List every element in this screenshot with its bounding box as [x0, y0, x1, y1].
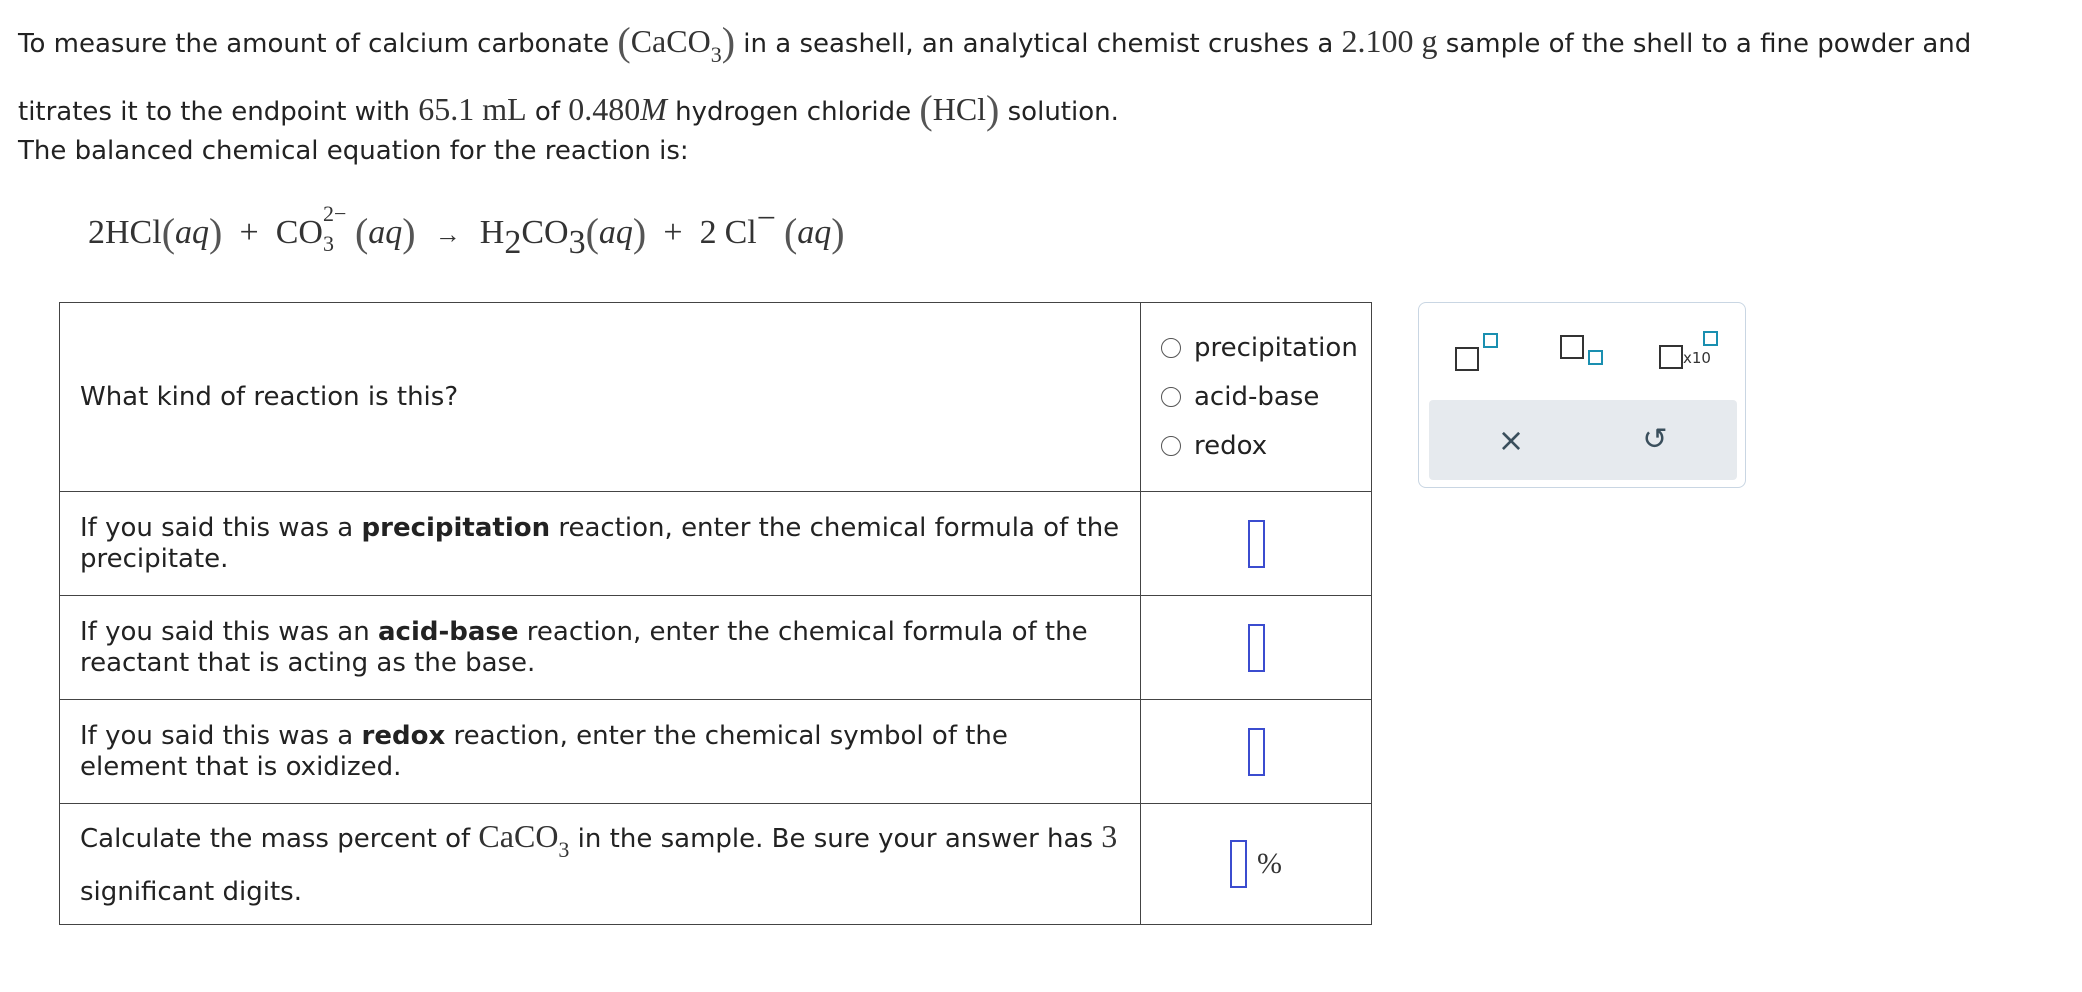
mass-percent-input[interactable] [1230, 840, 1247, 888]
box-icon [1560, 335, 1584, 359]
question-oxidized: If you said this was a redox reaction, enter the chemical symbol of the element that is oxidized. [60, 700, 1141, 804]
intro-text: in a seashell, an analytical chemist crushes a [735, 29, 1342, 59]
math-toolbox [1418, 302, 1746, 488]
question-table [59, 302, 1372, 925]
box-icon [1659, 345, 1683, 369]
reaction-type-options [1141, 303, 1372, 492]
base-input[interactable] [1248, 624, 1265, 672]
question-row [60, 804, 1372, 925]
titrant-volume: 65.1 mL [418, 91, 527, 127]
undo-icon: ↺ [1642, 422, 1668, 457]
clear-button[interactable] [1493, 422, 1529, 458]
precipitate-input[interactable] [1248, 520, 1265, 568]
intro-text: solution. [999, 97, 1119, 127]
radio-precipitation[interactable]: precipitation [1161, 324, 1371, 373]
close-icon: × [1497, 421, 1525, 459]
question-row [60, 492, 1372, 596]
question-base: If you said this was an acid-base reaction, enter the chemical formula of the reactant that is acting as the base. [60, 596, 1141, 700]
radio-redox[interactable]: redox [1161, 422, 1371, 471]
oxidized-element-input[interactable] [1248, 728, 1265, 776]
small-box-icon [1703, 331, 1718, 346]
intro-text: of [526, 97, 569, 127]
toolbox-actions [1429, 400, 1737, 480]
question-row [60, 303, 1372, 492]
subscript-button[interactable] [1560, 333, 1604, 373]
formula-hcl: (HCl) [919, 87, 1000, 132]
percent-unit: % [1257, 847, 1282, 880]
question-reaction-type: What kind of reaction is this? [60, 303, 1141, 492]
question-mass-percent: Calculate the mass percent of CaCO$_3$ in the sample. Be sure your answer has 3 significant digits. [60, 804, 1141, 925]
problem-statement [18, 14, 2068, 139]
radio-circle-icon[interactable] [1161, 387, 1181, 407]
radio-acid-base[interactable]: acid-base [1161, 373, 1371, 422]
box-icon [1455, 347, 1479, 371]
question-row [60, 700, 1372, 804]
scientific-notation-button[interactable]: x10 [1659, 331, 1719, 373]
small-box-icon [1483, 333, 1498, 348]
intro-text: sample of the shell to a fine powder and titrates it to the endpoint with [18, 29, 1972, 127]
radio-circle-icon[interactable] [1161, 338, 1181, 358]
chemical-equation: 2HCl(aq) + CO 2− 3 (aq) → H2CO3(aq) + 2 Cl− (aq) [88, 200, 845, 261]
radio-circle-icon[interactable] [1161, 436, 1181, 456]
undo-button[interactable] [1637, 422, 1673, 458]
superscript-button[interactable] [1455, 333, 1499, 373]
intro-text: To measure the amount of calcium carbonate [18, 29, 618, 59]
titrant-concentration: 0.480M [568, 91, 667, 127]
small-box-icon [1588, 350, 1603, 365]
question-precipitate: If you said this was a precipitation reaction, enter the chemical formula of the precipitate. [60, 492, 1141, 596]
sample-mass: 2.100 g [1341, 23, 1438, 59]
question-row [60, 596, 1372, 700]
intro-text: hydrogen chloride [666, 97, 920, 127]
equation-label: The balanced chemical equation for the reaction is: [18, 136, 689, 166]
formula-caco3: (CaCO$_3$) [617, 19, 736, 67]
